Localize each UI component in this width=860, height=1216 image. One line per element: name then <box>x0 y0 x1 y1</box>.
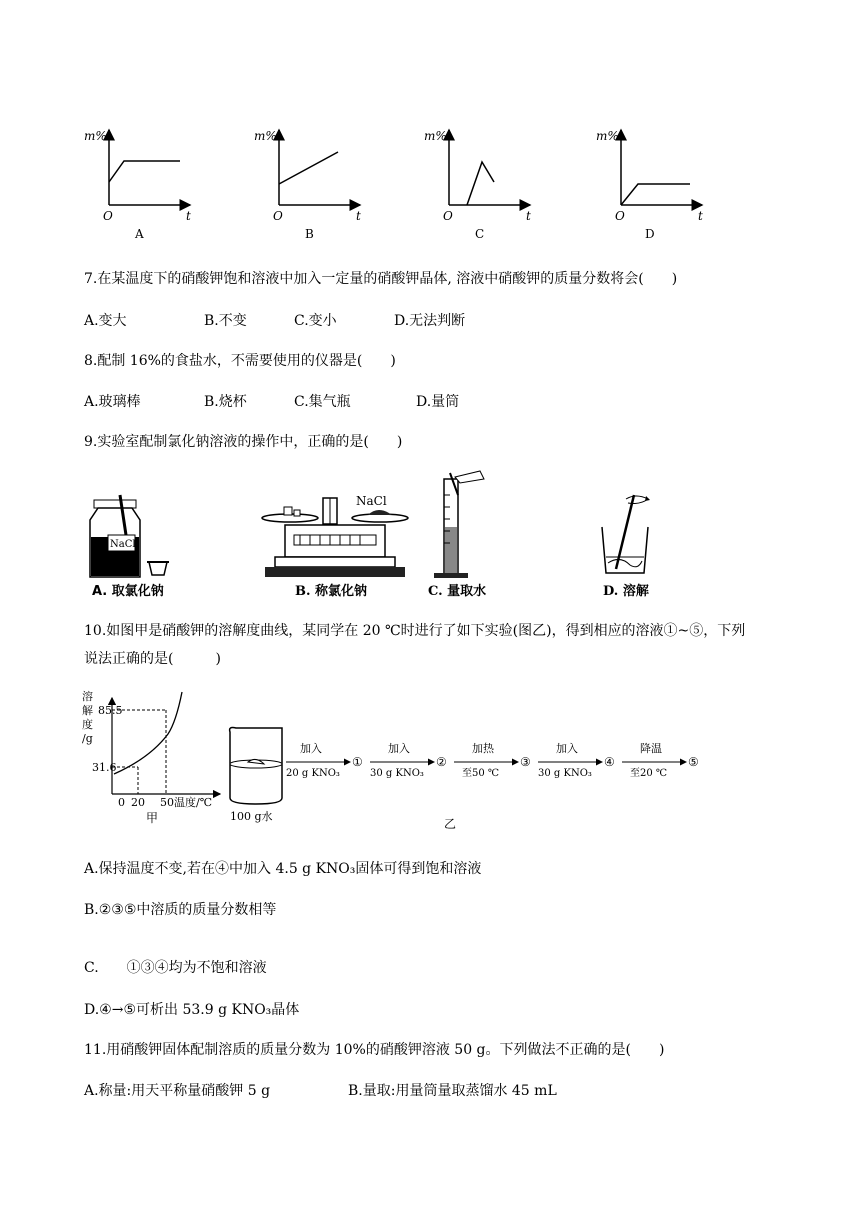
q10-option-b: B.②③⑤中溶质的质量分数相等 <box>84 902 277 918</box>
graph-d <box>596 129 703 241</box>
q10-option-d: D.④→⑤可析出 53.9 g KNO₃晶体 <box>84 1002 300 1018</box>
q9-caption-b: B. 称氯化钠 <box>295 584 368 599</box>
graph-d-xlabel: t <box>698 209 703 223</box>
step3-top: 加热 <box>472 742 494 755</box>
graph-d-origin: O <box>615 209 625 223</box>
result-2: ② <box>436 755 447 769</box>
jia-ylabel-2: 解 <box>82 704 93 717</box>
graph-a <box>84 129 191 241</box>
q10-stem-line1: 10.如图甲是硝酸钾的溶解度曲线，某同学在 20 ℃时进行了如下实验(图乙)，得到相应的溶液①~⑤，下列 <box>84 623 746 639</box>
beaker-image <box>230 728 282 805</box>
result-5: ⑤ <box>688 755 699 769</box>
jia-ylabel-3: 度 <box>82 718 93 731</box>
q8-option-b: B.烧杯 <box>204 394 247 410</box>
step1-top: 加入 <box>300 742 322 755</box>
q9-images <box>0 465 860 605</box>
graph-b <box>254 129 361 241</box>
jia-ylabel-1: 溶 <box>82 690 93 703</box>
flow-step-2 <box>370 741 447 779</box>
flow-step-1 <box>286 741 363 779</box>
q7-option-b: B.不变 <box>204 313 247 329</box>
step1-bottom: 20 g KNO₃ <box>286 768 340 779</box>
q7-stem: 7.在某温度下的硝酸钾饱和溶液中加入一定量的硝酸钾晶体, 溶液中硝酸钾的质量分数将会( ) <box>84 271 678 287</box>
q10-option-a: A.保持温度不变,若在④中加入 4.5 g KNO₃固体可得到饱和溶液 <box>84 861 482 877</box>
beaker-label: 100 g水 <box>230 810 273 823</box>
q9-caption-a: A. 取氯化钠 <box>92 584 164 599</box>
q8-stem: 8.配制 16%的食盐水，不需要使用的仪器是( ) <box>84 353 396 369</box>
beaker-stir-image <box>602 495 650 573</box>
balance-nacl-label: NaCl <box>356 494 387 508</box>
graph-a-xlabel: t <box>186 209 191 223</box>
graph-a-ylabel: m% <box>84 129 107 143</box>
step4-bottom: 30 g KNO₃ <box>538 768 592 779</box>
jia-ylabel-4: /g <box>82 732 93 745</box>
jia-ytick-31: 31.6 <box>92 761 117 774</box>
balance-image <box>262 494 408 577</box>
q11-stem: 11.用硝酸钾固体配制溶质的质量分数为 10%的硝酸钾溶液 50 g。下列做法不正确的是( ) <box>84 1042 665 1058</box>
q8-option-c: C.集气瓶 <box>294 394 351 410</box>
solubility-figure <box>80 688 230 828</box>
flow-step-4 <box>538 741 615 779</box>
q9-stem: 9.实验室配制氯化钠溶液的操作中，正确的是( ) <box>84 434 403 450</box>
q10-stem-line2: 说法正确的是( ) <box>84 651 221 667</box>
step2-bottom: 30 g KNO₃ <box>370 768 424 779</box>
jia-xlabel: 温度/℃ <box>174 796 213 809</box>
q9-caption-c: C. 量取水 <box>428 584 487 599</box>
graph-c <box>424 129 531 241</box>
q8-option-a: A.玻璃棒 <box>84 394 141 410</box>
step5-top: 降温 <box>640 742 662 755</box>
graph-a-letter: A <box>135 227 144 241</box>
graph-c-origin: O <box>443 209 453 223</box>
q7-option-d: D.无法判断 <box>394 313 466 329</box>
graph-b-xlabel: t <box>356 209 361 223</box>
cylinder-image <box>434 471 484 578</box>
q7-option-c: C.变小 <box>294 313 337 329</box>
step3-bottom: 至50 ℃ <box>462 768 500 779</box>
jia-ytick-85: 85.5 <box>98 704 123 717</box>
jia-xtick-20: 20 <box>131 796 145 809</box>
flow-step-5 <box>622 741 699 779</box>
step5-bottom: 至20 ℃ <box>630 768 668 779</box>
solubility-curve <box>114 692 182 774</box>
graph-b-origin: O <box>273 209 283 223</box>
jia-xtick-50: 50 <box>160 796 174 809</box>
graph-c-xlabel: t <box>526 209 531 223</box>
graph-c-letter: C <box>475 227 485 241</box>
q11-option-b: B.量取:用量筒量取蒸馏水 45 mL <box>348 1083 557 1099</box>
result-4: ④ <box>604 755 615 769</box>
graph-b-ylabel: m% <box>254 129 277 143</box>
q8-option-d: D.量筒 <box>416 394 460 410</box>
graph-c-ylabel: m% <box>424 129 447 143</box>
q7-option-a: A.变大 <box>84 313 127 329</box>
experiment-flow-figure <box>222 718 712 834</box>
bottle-label: NaCl <box>110 539 136 550</box>
q11-option-a: A.称量:用天平称量硝酸钾 5 g <box>84 1083 271 1099</box>
q9-caption-d: D. 溶解 <box>603 584 649 599</box>
jia-xtick-0: 0 <box>118 796 125 809</box>
graph-d-letter: D <box>645 227 655 241</box>
flow-step-3 <box>454 741 531 779</box>
graph-a-origin: O <box>103 209 113 223</box>
result-1: ① <box>352 755 363 769</box>
jia-caption: 甲 <box>146 811 159 825</box>
step4-top: 加入 <box>556 742 578 755</box>
reagent-bottle-image <box>90 495 169 577</box>
step2-top: 加入 <box>388 742 410 755</box>
yi-caption: 乙 <box>444 817 457 831</box>
graph-d-ylabel: m% <box>596 129 619 143</box>
result-3: ③ <box>520 755 531 769</box>
q10-option-c: C. ①③④均为不饱和溶液 <box>84 960 267 976</box>
graphs-row <box>0 120 860 245</box>
graph-b-letter: B <box>305 227 314 241</box>
